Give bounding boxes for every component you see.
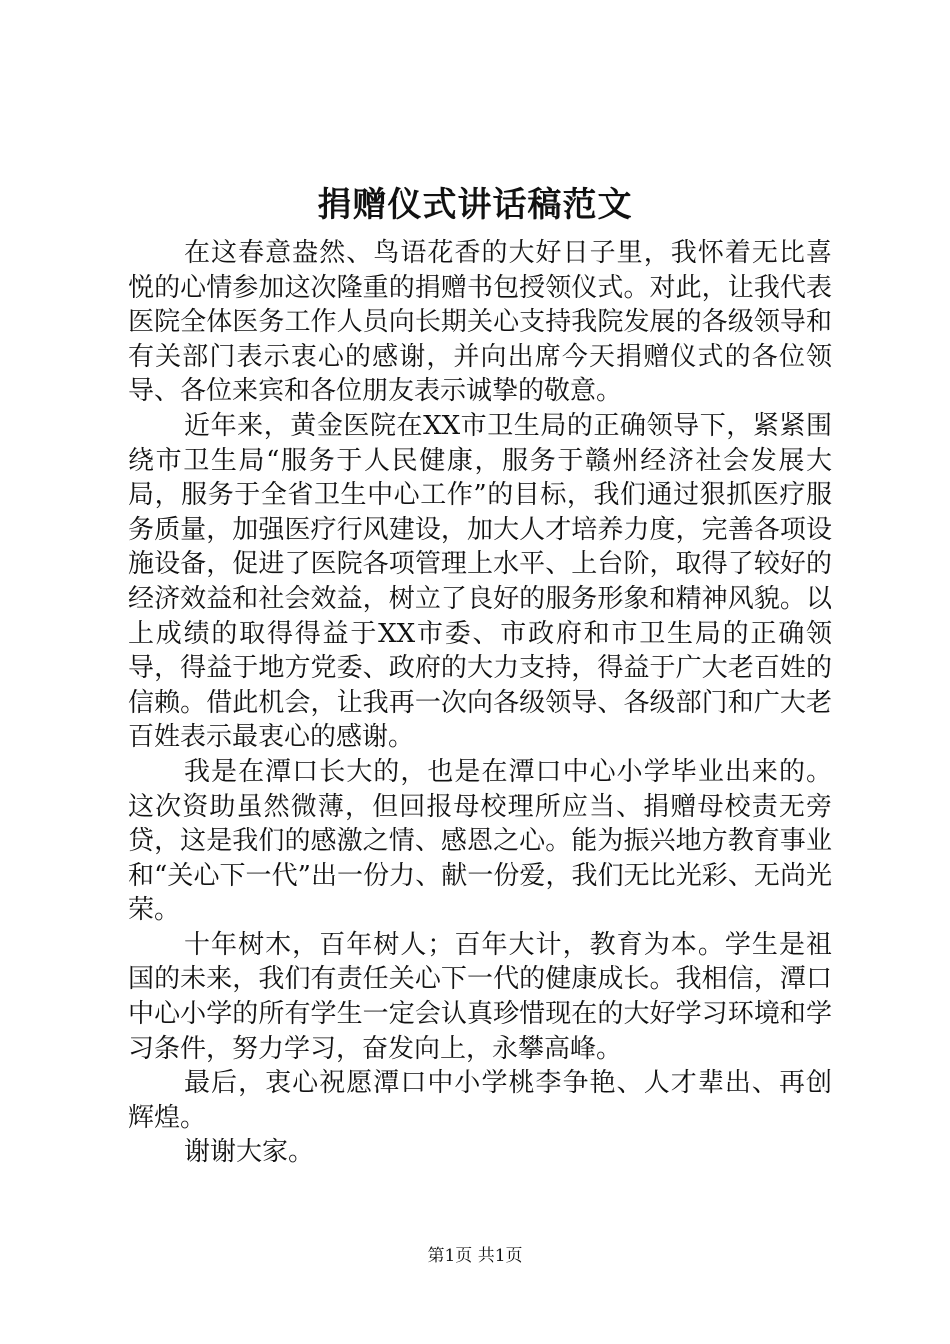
page-footer: 第1页 共1页 bbox=[427, 1246, 523, 1266]
paragraph-2: 近年来，黄金医院在XX市卫生局的正确领导下，紧紧围绕市卫生局“服务于人民健康，服务于赣州经济社会发展大局，服务于全省卫生中心工作”的目标，我们通过狠抓医疗服务质量，加强医疗行风建设，加大人才培养力度，完善各项设施设备，促进了医院各项管理上水平、上台阶，取得了较好的经济效益和社会效益，树立了良好的服务形象和精神风貌。以上成绩的取得得益于XX市委、市政府和市卫生局的正确领导，得益于地方党委、政府的大力支持，得益于广大老百姓的信赖。借此机会，让我再一次向各级领导、各级部门和广大老百姓表示最衷心的感谢。 bbox=[128, 410, 832, 753]
paragraph-6: 谢谢大家。 bbox=[184, 1137, 315, 1168]
paragraph-4: 十年树木，百年树人；百年大计，教育为本。学生是祖国的未来，我们有责任关心下一代的健康成长。我相信，潭口中心小学的所有学生一定会认真珍惜现在的大好学习环境和学习条件，努力学习，奋发向上，永攀高峰。 bbox=[128, 929, 832, 1064]
document-body bbox=[128, 236, 832, 1170]
paragraph-1: 在这春意盎然、鸟语花香的大好日子里，我怀着无比喜悦的心情参加这次隆重的捐赠书包授领仪式。对此，让我代表医院全体医务工作人员向长期关心支持我院发展的各级领导和有关部门表示衷心的感谢，并向出席今天捐赠仪式的各位领导、各位来宾和各位朋友表示诚挚的敬意。 bbox=[128, 238, 832, 407]
paragraph-5: 最后，衷心祝愿潭口中小学桃李争艳、人才辈出、再创辉煌。 bbox=[128, 1068, 832, 1133]
paragraph-3: 我是在潭口长大的，也是在潭口中心小学毕业出来的。这次资助虽然微薄，但回报母校理所应当、捐赠母校责无旁贷，这是我们的感激之情、感恩之心。能为振兴地方教育事业和“关心下一代”出一份力、献一份爱，我们无比光彩、无尚光荣。 bbox=[128, 756, 832, 926]
document-title: 捐赠仪式讲话稿范文 bbox=[317, 185, 633, 225]
